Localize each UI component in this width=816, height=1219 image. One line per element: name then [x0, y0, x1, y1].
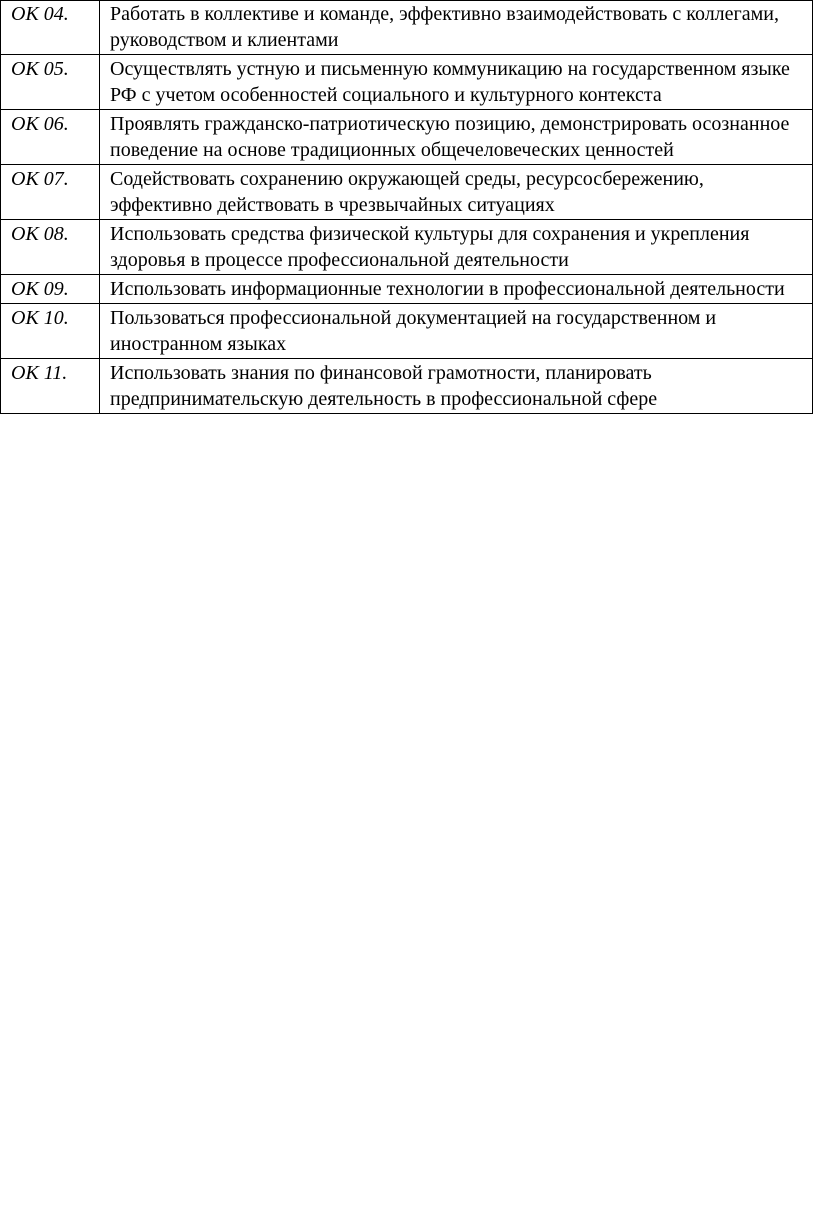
- competency-text: Работать в коллективе и команде, эффективно взаимодействовать с коллегами, руководством и клиентами: [100, 1, 813, 55]
- competency-text: Проявлять гражданско-патриотическую позицию, демонстрировать осознанное поведение на основе традиционных общечеловеческих ценностей: [100, 110, 813, 165]
- competency-text: Содействовать сохранению окружающей среды, ресурсосбережению, эффективно действовать в чрезвычайных ситуациях: [100, 165, 813, 220]
- table-row: [1, 165, 813, 220]
- table-row: [1, 304, 813, 359]
- competency-text: Использовать информационные технологии в профессиональной деятельности: [100, 275, 813, 304]
- competency-text: Осуществлять устную и письменную коммуникацию на государственном языке РФ с учетом особенностей социального и культурного контекста: [100, 55, 813, 110]
- competency-code: ОК 04.: [1, 1, 100, 55]
- competency-code: ОК 09.: [1, 275, 100, 304]
- competency-code: ОК 08.: [1, 220, 100, 275]
- table-row: [1, 359, 813, 414]
- table-row: [1, 275, 813, 304]
- table-row: [1, 220, 813, 275]
- table-row: [1, 110, 813, 165]
- table-row: [1, 55, 813, 110]
- competency-text: Использовать знания по финансовой грамотности, планировать предпринимательскую деятельность в профессиональной сфере: [100, 359, 813, 414]
- competency-code: ОК 10.: [1, 304, 100, 359]
- competency-code: ОК 07.: [1, 165, 100, 220]
- competency-code: ОК 05.: [1, 55, 100, 110]
- competency-text: Пользоваться профессиональной документацией на государственном и иностранном языках: [100, 304, 813, 359]
- competency-code: ОК 11.: [1, 359, 100, 414]
- table-row: [1, 1, 813, 55]
- competency-code: ОК 06.: [1, 110, 100, 165]
- competencies-table: [0, 0, 813, 414]
- competency-text: Использовать средства физической культуры для сохранения и укрепления здоровья в процессе профессиональной деятельности: [100, 220, 813, 275]
